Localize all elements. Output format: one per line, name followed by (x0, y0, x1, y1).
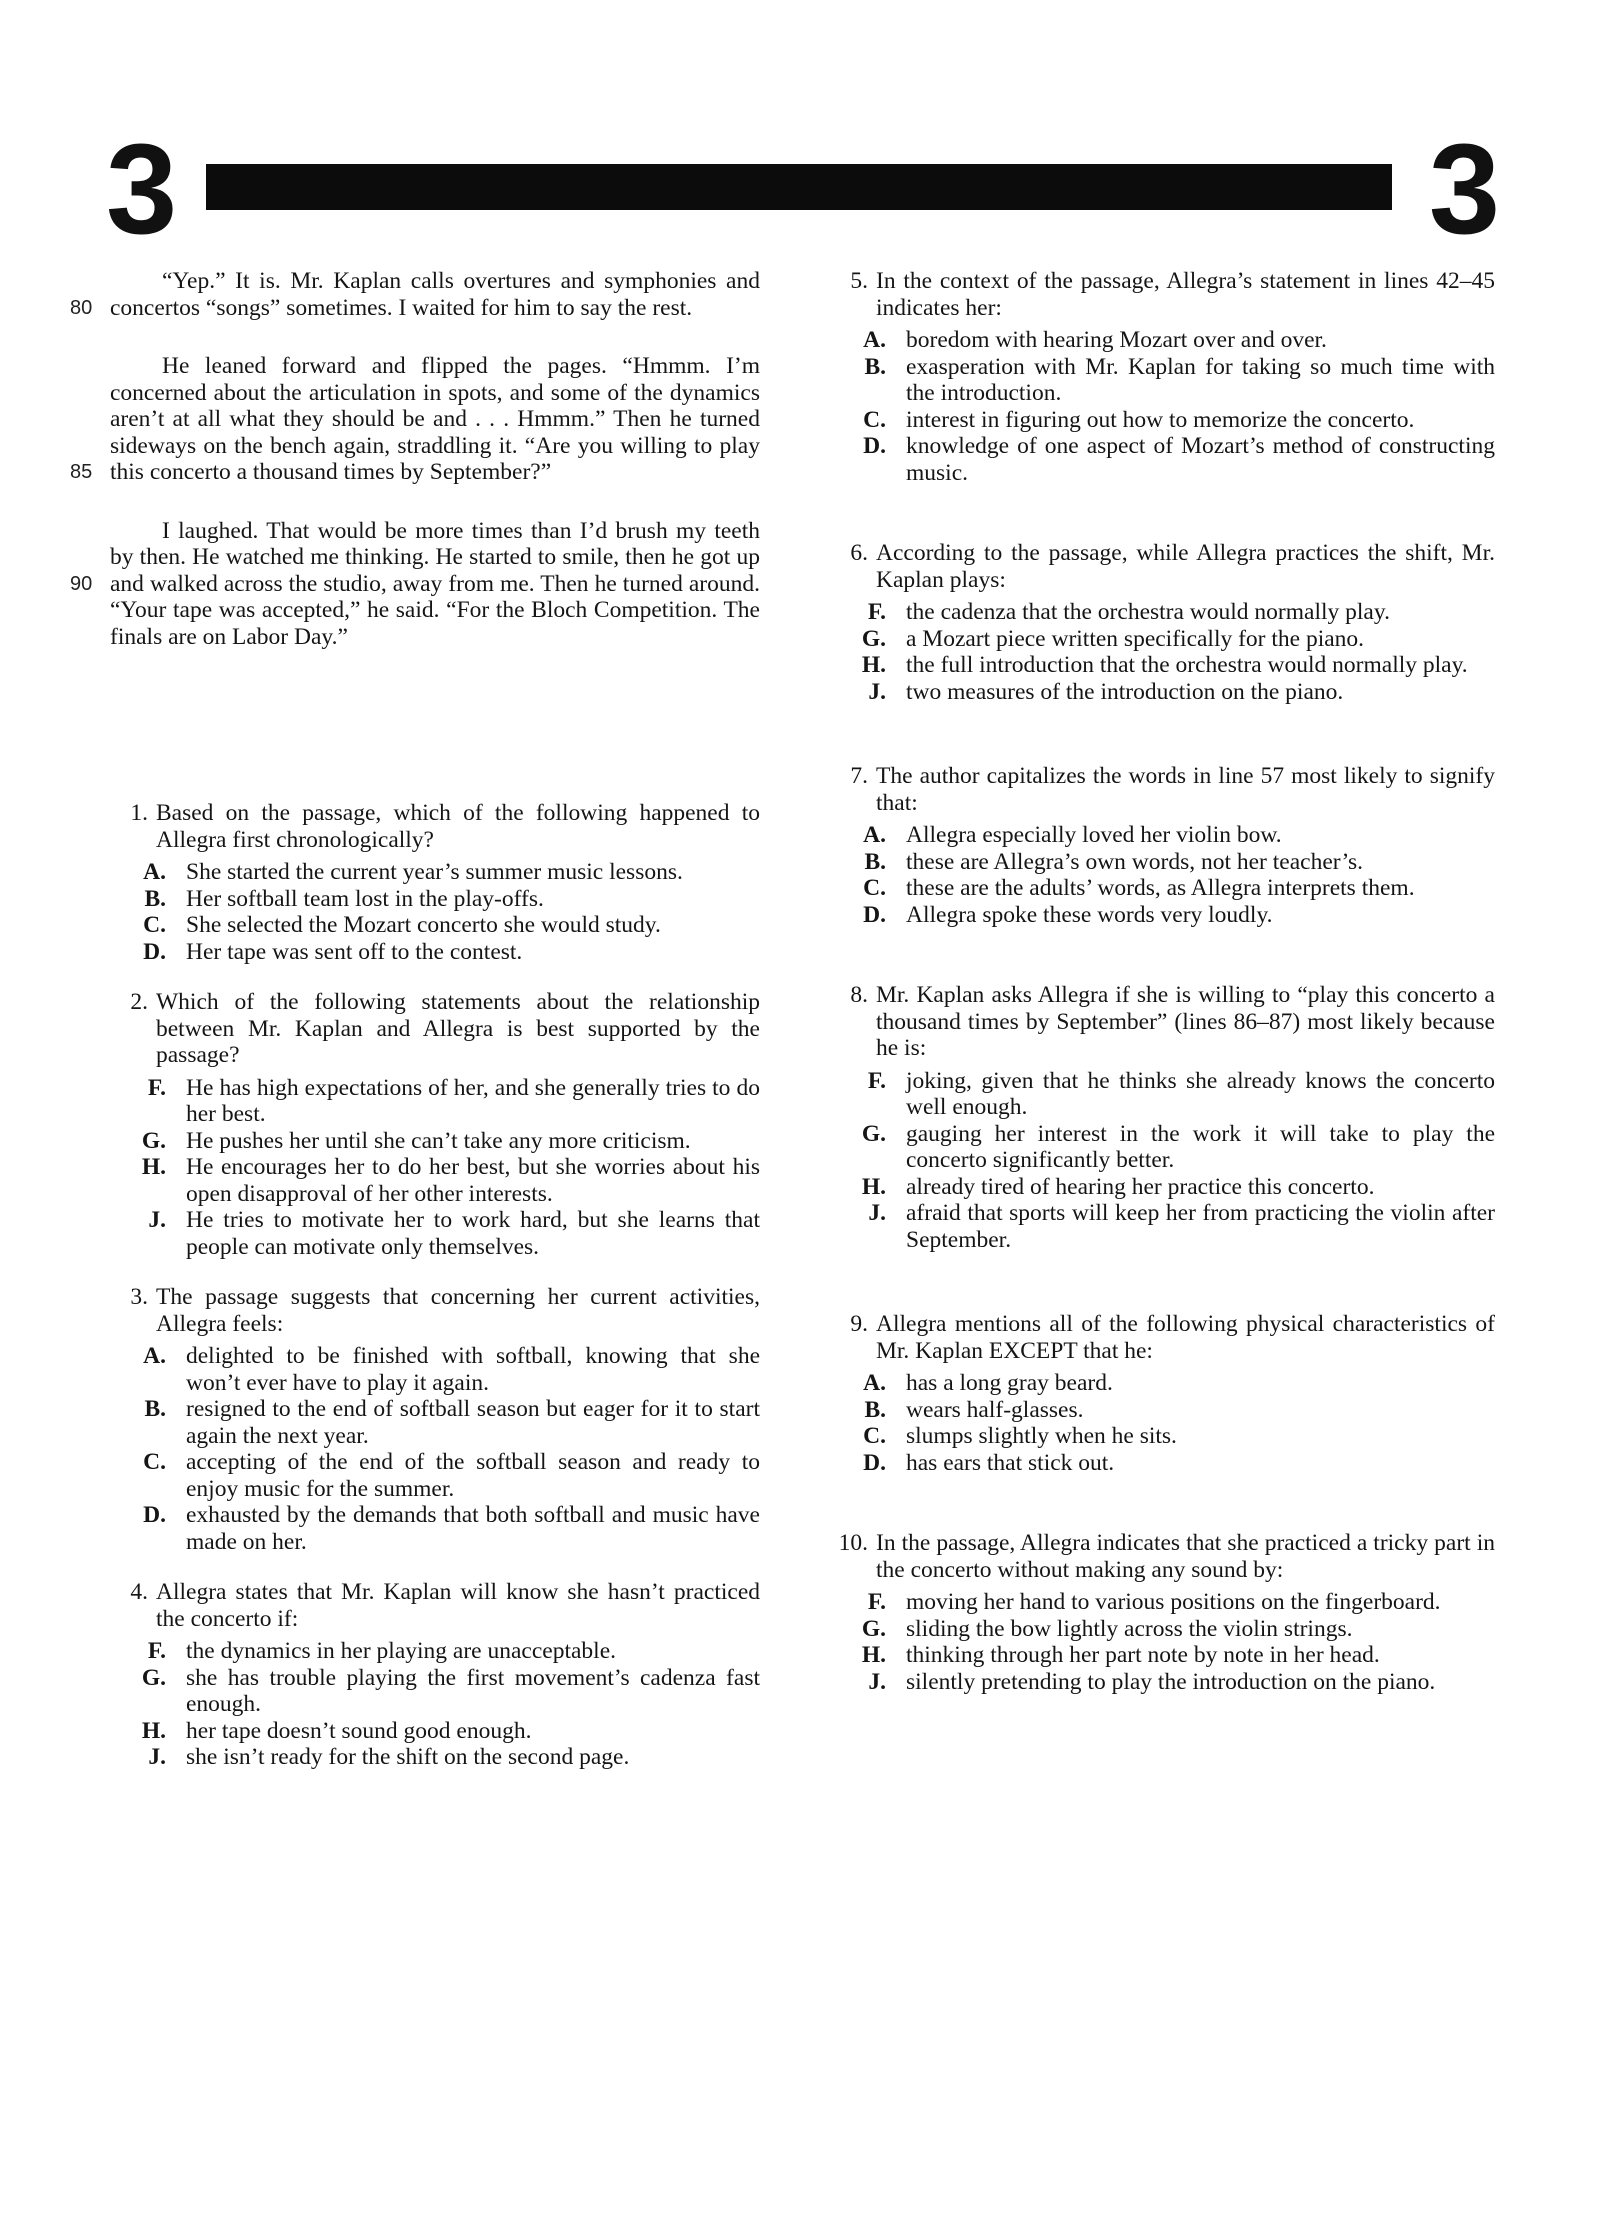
answer-option-d[interactable] (830, 1450, 1495, 1477)
answer-option-a[interactable] (830, 1370, 1495, 1397)
option-text: a Mozart piece written specifically for the piano. (906, 625, 1365, 652)
option-letter: B. (864, 1396, 886, 1423)
answer-option-d[interactable] (110, 939, 760, 966)
option-text: She selected the Mozart concerto she would study. (186, 912, 661, 938)
option-text: moving her hand to various positions on the fingerboard. (906, 1589, 1441, 1615)
option-letter: D. (863, 1449, 886, 1476)
option-letter: D. (863, 433, 886, 459)
question-9 (830, 1311, 1495, 1476)
answer-option-b[interactable] (830, 1397, 1495, 1424)
question-8 (830, 982, 1495, 1253)
option-text: thinking through her part note by note in her head. (906, 1642, 1380, 1668)
question-7 (830, 763, 1495, 928)
option-letter: A. (143, 1343, 166, 1369)
option-text: accepting of the end of the softball season and ready to enjoy music for the summer. (186, 1449, 760, 1502)
option-letter: D. (143, 1502, 166, 1528)
answer-option-f[interactable] (830, 1589, 1495, 1616)
option-letter: A. (863, 1370, 886, 1396)
option-letter: C. (143, 1449, 166, 1475)
option-text: She started the current year’s summer music lessons. (186, 859, 683, 885)
answer-option-c[interactable] (830, 875, 1495, 902)
question-5 (830, 268, 1495, 486)
option-text: delighted to be finished with softball, knowing that she won’t ever have to play it again. (186, 1343, 760, 1396)
option-letter: A. (863, 327, 886, 353)
option-text: these are the adults’ words, as Allegra interprets them. (906, 875, 1415, 901)
option-text: the cadenza that the orchestra would normally play. (906, 599, 1390, 625)
answer-option-h[interactable] (110, 1718, 760, 1745)
option-letter: J. (148, 1207, 166, 1233)
option-text: He pushes her until she can’t take any more criticism. (186, 1127, 691, 1154)
option-letter: J. (148, 1744, 166, 1770)
question-stem: Based on the passage, which of the following happened to Allegra first chronologically? (156, 800, 760, 853)
paragraph-text: “Yep.” It is. Mr. Kaplan calls overtures and symphonies and concertos “songs” sometimes. I waited for him to say the rest. (110, 268, 760, 321)
paragraph-text: He leaned forward and flipped the pages. “Hmmm. I’m concerned about the articulation in spots, and some of the dynamics aren’t at all what they should be and . . . Hmmm.” Then he turned sideways on the bench again, straddling it. “Are you willing to play this concerto a thousand times by September?” (110, 353, 760, 485)
answer-option-d[interactable] (830, 433, 1495, 486)
answer-option-h[interactable] (110, 1154, 760, 1207)
option-text: Allegra especially loved her violin bow. (906, 822, 1282, 848)
passage-paragraph (70, 268, 760, 321)
answer-option-g[interactable] (110, 1128, 760, 1155)
option-text: already tired of hearing her practice this concerto. (906, 1173, 1375, 1200)
option-letter: F. (147, 1638, 166, 1664)
question-stem: Allegra states that Mr. Kaplan will know she hasn’t practiced the concerto if: (156, 1579, 760, 1632)
question-stem: Allegra mentions all of the following physical characteristics of Mr. Kaplan EXCEPT that he: (876, 1311, 1495, 1364)
answer-option-a[interactable] (110, 1343, 760, 1396)
option-letter: H. (861, 1642, 886, 1668)
question-stem: The author capitalizes the words in line 57 most likely to signify that: (876, 763, 1495, 816)
option-text: He tries to motivate her to work hard, but she learns that people can motivate only themselves. (186, 1207, 760, 1260)
option-letter: H. (141, 1154, 166, 1180)
option-text: He encourages her to do her best, but she worries about his open disapproval of her other interests. (186, 1154, 760, 1207)
option-text: interest in figuring out how to memorize the concerto. (906, 406, 1415, 433)
question-stem: The passage suggests that concerning her current activities, Allegra feels: (156, 1284, 760, 1337)
option-letter: G. (141, 1664, 166, 1691)
line-number: 80 (70, 297, 93, 319)
question-number: 6. (850, 540, 868, 566)
option-letter: F. (867, 1067, 886, 1094)
answer-option-b[interactable] (830, 354, 1495, 407)
option-text: exasperation with Mr. Kaplan for taking so much time with the introduction. (906, 353, 1495, 406)
question-4 (110, 1579, 760, 1771)
answer-option-a[interactable] (110, 859, 760, 886)
option-letter: G. (861, 1120, 886, 1147)
option-text: Her softball team lost in the play-offs. (186, 885, 544, 912)
answer-option-c[interactable] (110, 912, 760, 939)
answer-option-j[interactable] (110, 1744, 760, 1771)
question-10 (830, 1530, 1495, 1695)
question-stem: According to the passage, while Allegra practices the shift, Mr. Kaplan plays: (876, 540, 1495, 593)
left-column (70, 268, 760, 1771)
option-letter: B. (144, 885, 166, 912)
option-text: exhausted by the demands that both softball and music have made on her. (186, 1502, 760, 1555)
option-text: two measures of the introduction on the piano. (906, 678, 1344, 705)
option-letter: J. (868, 1200, 886, 1226)
option-letter: A. (863, 822, 886, 848)
answer-option-h[interactable] (830, 1174, 1495, 1201)
option-letter: J. (868, 1668, 886, 1695)
answer-option-j[interactable] (110, 1207, 760, 1260)
answer-option-f[interactable] (830, 1068, 1495, 1121)
answer-option-d[interactable] (110, 1502, 760, 1555)
option-text: the full introduction that the orchestra would normally play. (906, 652, 1468, 678)
line-number: 85 (70, 461, 93, 483)
passage (70, 268, 760, 650)
answer-option-b[interactable] (830, 849, 1495, 876)
option-text: boredom with hearing Mozart over and over. (906, 327, 1327, 353)
option-text: has ears that stick out. (906, 1449, 1115, 1476)
section-number-right: 3 (1428, 118, 1500, 261)
option-text: Allegra spoke these words very loudly. (906, 901, 1273, 928)
option-text: the dynamics in her playing are unacceptable. (186, 1638, 616, 1664)
question-number: 3. (130, 1284, 148, 1310)
answer-option-h[interactable] (830, 652, 1495, 679)
option-letter: C. (863, 875, 886, 901)
option-letter: F. (147, 1074, 166, 1101)
option-text: gauging her interest in the work it will take to play the concerto significantly better. (906, 1120, 1495, 1173)
answer-option-f[interactable] (830, 599, 1495, 626)
option-text: Her tape was sent off to the contest. (186, 938, 523, 965)
question-number: 9. (850, 1311, 868, 1337)
answer-option-b[interactable] (110, 1396, 760, 1449)
option-letter: B. (864, 848, 886, 875)
question-number: 2. (130, 989, 148, 1015)
option-letter: C. (863, 406, 886, 433)
answer-option-c[interactable] (110, 1449, 760, 1502)
option-letter: H. (861, 1173, 886, 1200)
answer-option-j[interactable] (830, 1200, 1495, 1253)
answer-option-h[interactable] (830, 1642, 1495, 1669)
option-text: these are Allegra’s own words, not her teacher’s. (906, 848, 1364, 875)
question-stem: In the passage, Allegra indicates that she practiced a tricky part in the concerto without making any sound by: (876, 1530, 1495, 1583)
option-text: has a long gray beard. (906, 1370, 1113, 1396)
question-2 (110, 989, 760, 1260)
option-letter: G. (141, 1127, 166, 1154)
option-letter: G. (861, 1615, 886, 1642)
option-letter: D. (863, 901, 886, 928)
question-number: 7. (850, 763, 868, 789)
answer-option-a[interactable] (830, 327, 1495, 354)
answer-option-f[interactable] (110, 1075, 760, 1128)
section-header (100, 118, 1500, 261)
option-letter: B. (864, 353, 886, 380)
option-text: wears half-glasses. (906, 1396, 1084, 1423)
option-letter: C. (143, 912, 166, 938)
option-letter: D. (143, 938, 166, 965)
answer-option-f[interactable] (110, 1638, 760, 1665)
option-letter: J. (868, 678, 886, 705)
answer-option-c[interactable] (830, 407, 1495, 434)
answer-option-c[interactable] (830, 1423, 1495, 1450)
question-3 (110, 1284, 760, 1555)
answer-option-b[interactable] (110, 886, 760, 913)
question-stem: In the context of the passage, Allegra’s statement in lines 42–45 indicates her: (876, 268, 1495, 321)
option-letter: F. (867, 599, 886, 625)
section-header-bar (206, 164, 1392, 210)
option-letter: C. (863, 1423, 886, 1449)
passage-paragraph (70, 353, 760, 486)
question-stem: Mr. Kaplan asks Allegra if she is willing to “play this concerto a thousand times by September” (lines 86–87) most likely because he is: (876, 982, 1495, 1061)
question-6 (830, 540, 1495, 705)
answer-option-a[interactable] (830, 822, 1495, 849)
option-text: knowledge of one aspect of Mozart’s method of constructing music. (906, 433, 1495, 486)
option-text: she isn’t ready for the shift on the second page. (186, 1744, 630, 1770)
option-text: sliding the bow lightly across the violin strings. (906, 1615, 1353, 1642)
question-stem: Which of the following statements about the relationship between Mr. Kaplan and Allegra is best supported by the passage? (156, 989, 760, 1068)
option-letter: G. (861, 625, 886, 652)
option-text: her tape doesn’t sound good enough. (186, 1717, 532, 1744)
answer-option-g[interactable] (830, 626, 1495, 653)
question-number: 10. (838, 1530, 868, 1556)
option-letter: F. (867, 1589, 886, 1615)
option-text: resigned to the end of softball season but eager for it to start again the next year. (186, 1396, 760, 1449)
option-text: afraid that sports will keep her from practicing the violin after September. (906, 1200, 1495, 1253)
option-text: slumps slightly when he sits. (906, 1423, 1177, 1449)
option-text: joking, given that he thinks she already knows the concerto well enough. (906, 1067, 1495, 1120)
right-column (830, 268, 1495, 1695)
option-text: silently pretending to play the introduction on the piano. (906, 1668, 1436, 1695)
question-number: 1. (130, 800, 148, 826)
question-number: 5. (850, 268, 868, 294)
passage-paragraph (70, 517, 760, 651)
option-text: she has trouble playing the first movement’s cadenza fast enough. (186, 1664, 760, 1717)
question-1 (110, 800, 760, 965)
answer-option-g[interactable] (110, 1665, 760, 1718)
option-text: He has high expectations of her, and she generally tries to do her best. (186, 1074, 760, 1127)
question-number: 4. (130, 1579, 148, 1605)
answer-option-j[interactable] (830, 679, 1495, 706)
option-letter: A. (143, 859, 166, 885)
answer-option-j[interactable] (830, 1669, 1495, 1696)
option-letter: H. (861, 652, 886, 678)
answer-option-g[interactable] (830, 1616, 1495, 1643)
line-number: 90 (70, 572, 93, 595)
paragraph-text: I laughed. That would be more times than I’d brush my teeth by then. He watched me thinking. He started to smile, then he got up and walked across the studio, away from me. Then he turned around. “Your tape was accepted,” he said. “For the Bloch Competition. The finals are on Labor Day.” (110, 517, 760, 650)
section-number-left: 3 (106, 118, 178, 261)
answer-option-d[interactable] (830, 902, 1495, 929)
question-number: 8. (850, 982, 868, 1008)
answer-option-g[interactable] (830, 1121, 1495, 1174)
option-letter: H. (141, 1717, 166, 1744)
option-letter: B. (144, 1396, 166, 1422)
